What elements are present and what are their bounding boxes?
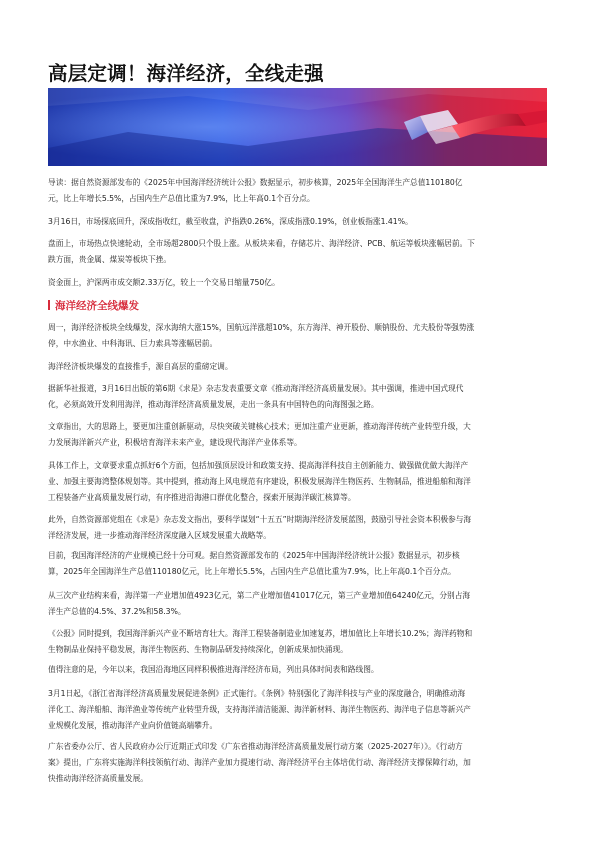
- paragraph-ideas: [48, 419, 549, 451]
- text-line: 3月16日，市场探底回升，深成指收红，截至收盘，沪指跌0.26%，深成指涨0.19%，创业板指涨1.41%。: [48, 217, 413, 226]
- paragraph-rally: [48, 320, 549, 352]
- paragraph-ministry: [48, 512, 549, 544]
- text-line: 生物制品业保持平稳发展，海洋生物医药、生物制品研发持续深化，创新成果加快涌现。: [48, 644, 348, 654]
- text-line: 资金面上，沪深两市成交额2.33万亿，较上一个交易日缩量750亿。: [48, 278, 280, 287]
- section-heading: [48, 298, 348, 313]
- section-marker: [48, 300, 50, 310]
- text-line: 元，比上年增长5.5%，占国内生产总值比重为7.9%，比上年高0.1个百分点。: [48, 193, 315, 203]
- article-title: 高层定调！海洋经济，全线走强: [48, 62, 324, 85]
- banner-graphic: [48, 88, 547, 166]
- paragraph-driver: [48, 359, 549, 375]
- text-line: 算，2025年全国海洋生产总值110180亿元，比上年增长5.5%，占国内生产总值比重为7.9%，比上年高0.1个百分点。: [48, 566, 456, 576]
- text-line: 文章指出，大的思路上，要更加注重创新驱动，尽快突破关键核心技术；更加注重产业更新，推动海洋传统产业转型升级，大: [48, 422, 471, 431]
- text-line: 周一，海洋经济板块全线爆发，深水海纳大涨15%，国航远洋涨超10%，东方海洋、神开股份、顺钠股份、尤夫股份等强势涨: [48, 323, 475, 332]
- text-line: 《公报》同时提到，我国海洋新兴产业不断培育壮大。海洋工程装备制造业加速复苏，增加值比上年增长10.2%；海洋药物和: [48, 629, 473, 638]
- paragraph-market: [48, 214, 549, 230]
- text-line: 海洋经济板块爆发的直接推手，源自高层的重磅定调。: [48, 362, 233, 371]
- text-line: 盘面上，市场热点快速轮动，全市场超2800只个股上涨。从板块来看，存储芯片、海洋经济、PCB、航运等板块涨幅居前。下: [48, 239, 475, 248]
- text-line: 停，中水渔业、中科海讯、巨力索具等涨幅居前。: [48, 338, 218, 348]
- section-heading-text: 海洋经济全线爆发: [55, 300, 139, 312]
- paragraph-bulletin: [48, 626, 549, 658]
- paragraph-tasks: [48, 458, 549, 505]
- text-line: 从三次产业结构来看，海洋第一产业增加值4923亿元，第二产业增加值41017亿元，第三产业增加值64240亿元，分别占海: [48, 591, 471, 600]
- text-line: 具体工作上，文章要求重点抓好6个方面，包括加强顶层设计和政策支持、提高海洋科技自主创新能力、做强做优做大海洋产: [48, 461, 469, 470]
- text-line: 工程装备产业高质量发展行动，有序推进沿海港口群优化整合，探索开展海洋碳汇核算等。: [48, 492, 356, 502]
- text-line: 目前，我国海洋经济的产业规模已经十分可观。据自然资源部发布的《2025年中国海洋经济统计公报》数据显示，初步核: [48, 551, 460, 560]
- text-line: 洋经济发展，进一步推动海洋经济深度融入区域发展重大战略等。: [48, 530, 271, 540]
- paragraph-qiushi: [48, 381, 549, 413]
- paragraph-coastal: [48, 662, 549, 678]
- text-line: 广东省委办公厅、省人民政府办公厅近期正式印发《广东省推动海洋经济高质量发展行动方案（2025-2027年）》。《行动方: [48, 742, 463, 751]
- text-line: 业、加强主要海湾整体规划等。其中提到，推动海上风电规范有序建设，积极发展海洋生物医药、生物制品，推进船舶和海洋: [48, 476, 471, 486]
- text-line: 据新华社报道，3月16日出版的第6期《求是》杂志发表重要文章《推动海洋经济高质量发展》。其中强调，推进中国式现代: [48, 384, 464, 393]
- text-line: 化，必须高效开发利用海洋，推动海洋经济高质量发展，走出一条具有中国特色的向海图强之路。: [48, 399, 379, 409]
- text-line: 业规模化发展，推动海洋产业向价值链高端攀升。: [48, 720, 218, 730]
- text-line: 快推动海洋经济高质量发展。: [48, 773, 148, 783]
- paragraph-sectors: [48, 236, 549, 268]
- text-line: 值得注意的是，今年以来，我国沿海地区同样积极推进海洋经济布局，列出具体时间表和路线图。: [48, 665, 379, 674]
- text-line: 导读：据自然资源部发布的《2025年中国海洋经济统计公报》数据显示，初步核算，2025年全国海洋生产总值110180亿: [48, 178, 463, 187]
- text-line: 力发展海洋新兴产业，积极培育海洋未来产业，建设现代海洋产业体系等。: [48, 437, 302, 447]
- paragraph-funds: [48, 275, 549, 291]
- paragraph-zhejiang: [48, 686, 549, 733]
- paragraph-structure: [48, 588, 549, 620]
- article-banner-image: [48, 88, 547, 166]
- text-line: 洋生产总值的4.5%、37.2%和58.3%。: [48, 606, 186, 616]
- paragraph-intro: [48, 175, 549, 207]
- text-line: 3月1日起，《浙江省海洋经济高质量发展促进条例》正式施行。《条例》特别强化了海洋科技与产业的深度融合，明确推动海: [48, 689, 466, 698]
- text-line: 跌方面，贵金属、煤炭等板块下挫。: [48, 254, 172, 264]
- paragraph-scale: [48, 548, 549, 580]
- text-line: 洋化工、海洋船舶、海洋渔业等传统产业转型升级，支持海洋清洁能源、海洋新材料、海洋生物医药、海洋电子信息等新兴产: [48, 704, 471, 714]
- text-line: 此外，自然资源部党组在《求是》杂志发文指出，要科学谋划“十五五”时期海洋经济发展蓝图，鼓励引导社会资本积极参与海: [48, 515, 472, 524]
- text-line: 案》提出，广东将实施海洋科技领航行动、海洋产业加力提速行动、海洋经济平台主体培优行动、海洋经济支撑保障行动，加: [48, 757, 471, 767]
- paragraph-guangdong: [48, 739, 549, 786]
